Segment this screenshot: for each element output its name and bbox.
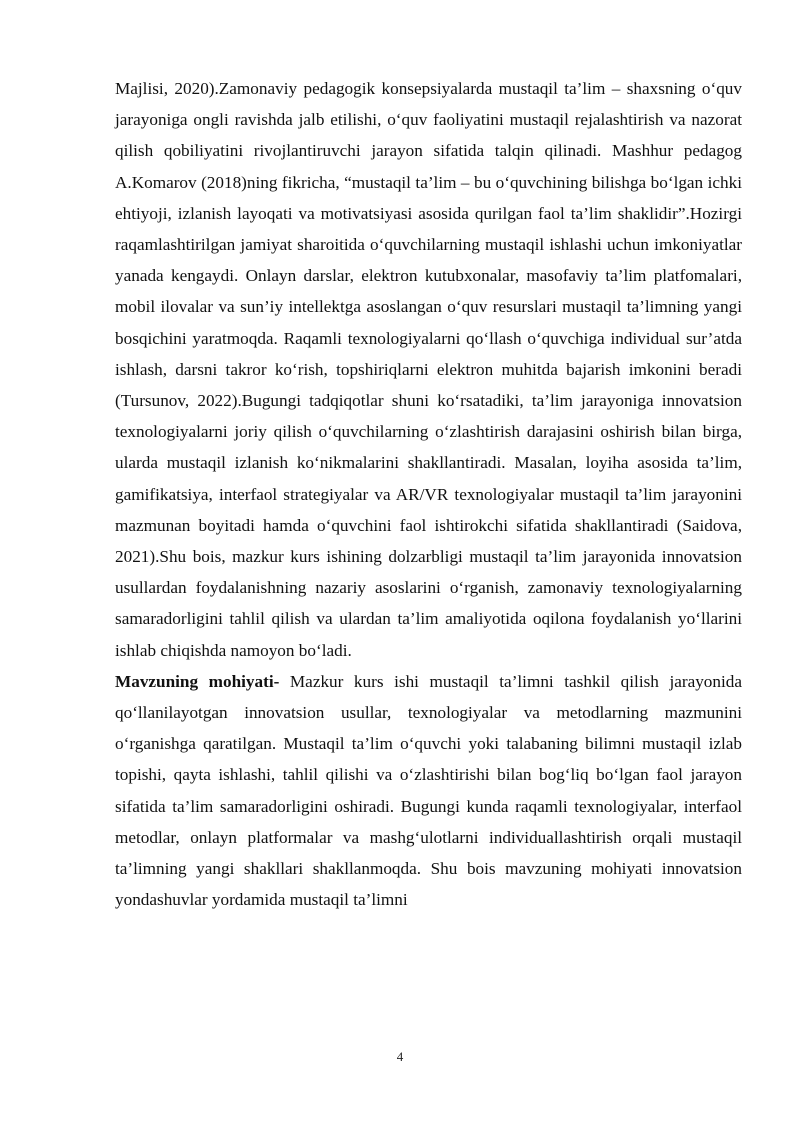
- page-number: 4: [396, 1049, 404, 1064]
- body-paragraph-essence: [115, 666, 742, 916]
- body-paragraph: Majlisi, 2020).Zamonaviy pedagogik konsepsiyalarda mustaqil ta’lim – shaxsning o‘quv jarayoniga ongli ravishda jalb etilishi, o‘quv faoliyatini mustaqil rejalashtirish va nazorat qilish qobiliyatini rivojlantiruvchi jarayon sifatida talqin qilinadi. Mashhur pedagog A.Komarov (2018)ning fikricha, “mustaqil ta’lim – bu o‘quvchining bilishga bo‘lgan ichki ehtiyoji, izlanish layoqati va motivatsiyasi asosida qurilgan faol ta’lim shaklidir”.Hozirgi raqamlashtirilgan jamiyat sharoitida o‘quvchilarning mustaqil ishlashi uchun imkoniyatlar yanada kengaydi. Onlayn darslar, elektron kutubxonalar, masofaviy ta’lim platfomalari, mobil ilovalar va sun’iy intellektga asoslangan o‘quv resurslari mustaqil ta’limning yangi bosqichini yaratmoqda. Raqamli texnologiyalarni qo‘llash o‘quvchiga individual sur’atda ishlash, darsni takror ko‘rish, topshiriqlarni elektron muhitda bajarish imkonini beradi (Tursunov, 2022).Bugungi tadqiqotlar shuni ko‘rsatadiki, ta’lim jarayoniga innovatsion texnologiyalarni joriy qilish o‘quvchilarning o‘zlashtirish darajasini oshirish bilan birga, ularda mustaqil izlanish ko‘nikmalarini shakllantiradi. Masalan, loyiha asosida ta’lim, gamifikatsiya, interfaol strategiyalar va AR/VR texnologiyalar mustaqil ta’lim jarayonini mazmunan boyitadi hamda o‘quvchini faol ishtirokchi sifatida shakllantiradi (Saidova, 2021).Shu bois, mazkur kurs ishining dolzarbligi mustaqil ta’lim jarayonida innovatsion usullardan foydalanishning nazariy asoslarini o‘rganish, zamonaviy texnologiyalarning samaradorligini tahlil qilish va ulardan ta’lim amaliyotida oqilona foydalanish yo‘llarini ishlab chiqishda namoyon bo‘ladi.: [115, 79, 742, 660]
- document-body: [115, 73, 742, 915]
- section-lead-text: Mazkur kurs ishi mustaqil ta’limni tashkil qilish jarayonida qo‘llanilayotgan innovatsion usullar, texnologiyalar va metodlarning mazmunini o‘rganishga qaratilgan. Mustaqil ta’lim o‘quvchi yoki talabaning bilimni mustaqil izlab topishi, qayta ishlashi, tahlil qilishi va o‘zlashtirishi bilan bog‘liq bo‘lgan faol jarayon sifatida ta’lim samaradorligini oshiradi. Bugungi kunda raqamli texnologiyalar, interfaol metodlar, onlayn platformalar va mashg‘ulotlarni individuallashtirish orqali mustaqil ta’limning yangi shakllari shakllanmoqda. Shu bois mavzuning mohiyati innovatsion yondashuvlar yordamida mustaqil ta’limni: [115, 671, 742, 910]
- section-lead-heading: Mavzuning mohiyati-: [115, 671, 280, 691]
